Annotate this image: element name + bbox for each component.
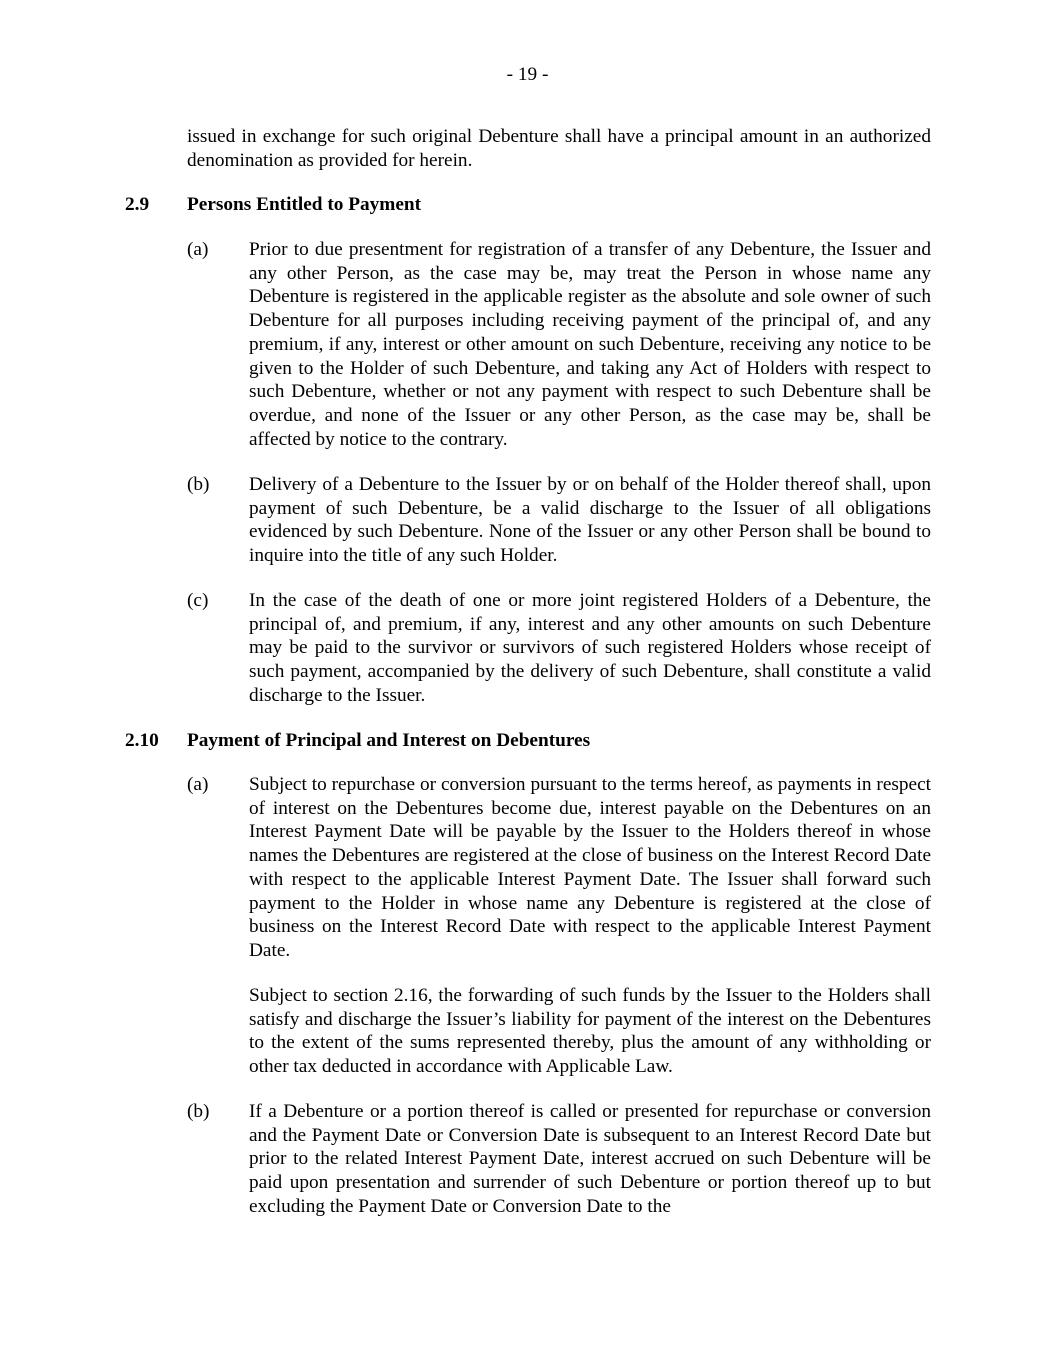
item-label: (a): [187, 239, 209, 260]
item-label: (b): [187, 474, 210, 495]
page-number: - 19 -: [506, 64, 549, 85]
item-paragraph-continued: Subject to section 2.16, the forwarding of such funds by the Issuer to the Holders shall satisfy and discharge the Issuer’s liability for payment of the interest on the Debentures to the extent of the sums represented thereby, plus the amount of any withholding or other tax deducted in accordance with Applicable Law.: [249, 985, 931, 1078]
section-title: Payment of Principal and Interest on Debentures: [187, 730, 591, 751]
section-number: 2.10: [125, 730, 159, 751]
continuation-paragraph: issued in exchange for such original Debenture shall have a principal amount in an authorized denomination as provided for herein.: [187, 126, 931, 171]
item-paragraph: If a Debenture or a portion thereof is called or presented for repurchase or conversion and the Payment Date or Conversion Date is subsequent to an Interest Record Date but prior to the related Interest Payment Date, interest accrued on such Debenture will be paid upon presentation and surrender of such Debenture or portion thereof up to but excluding the Payment Date or Conversion Date to the: [249, 1101, 931, 1217]
item-paragraph: Delivery of a Debenture to the Issuer by or on behalf of the Holder thereof shall, upon payment of such Debenture, be a valid discharge to the Issuer of all obligations evidenced by such Debenture. None of the Issuer or any other Person shall be bound to inquire into the title of any such Holder.: [249, 474, 931, 567]
item-paragraph: In the case of the death of one or more joint registered Holders of a Debenture, the principal of, and premium, if any, interest and any other amounts on such Debenture may be paid to the survivor or survivors of such registered Holders whose receipt of such payment, accompanied by the delivery of such Debenture, shall constitute a valid discharge to the Issuer.: [249, 590, 931, 706]
section-title: Persons Entitled to Payment: [187, 194, 422, 215]
item-label: (c): [187, 590, 209, 611]
item-paragraph: Prior to due presentment for registration of a transfer of any Debenture, the Issuer and any other Person, as the case may be, may treat the Person in whose name any Debenture is registered in the applicable register as the absolute and sole owner of such Debenture for all purposes including receiving payment of the principal of, and any premium, if any, interest or other amount on such Debenture, receiving any notice to be given to the Holder of such Debenture, and taking any Act of Holders with respect to such Debenture, whether or not any payment with respect to such Debenture shall be overdue, and none of the Issuer or any other Person, as the case may be, shall be affected by notice to the contrary.: [249, 239, 931, 450]
section-heading-2-10: [125, 729, 590, 753]
section-heading-2-9: [125, 193, 421, 217]
section-number: 2.9: [125, 194, 150, 215]
item-label: (b): [187, 1101, 210, 1122]
item-paragraph: Subject to repurchase or conversion pursuant to the terms hereof, as payments in respect of interest on the Debentures become due, interest payable on the Debentures on an Interest Payment Date will be payable by the Issuer to the Holders thereof in whose names the Debentures are registered at the close of business on the Interest Record Date with respect to the applicable Interest Payment Date. The Issuer shall forward such payment to the Holder in whose name any Debenture is registered at the close of business on the Interest Record Date with respect to the applicable Interest Payment Date.: [249, 774, 931, 961]
item-label: (a): [187, 774, 209, 795]
